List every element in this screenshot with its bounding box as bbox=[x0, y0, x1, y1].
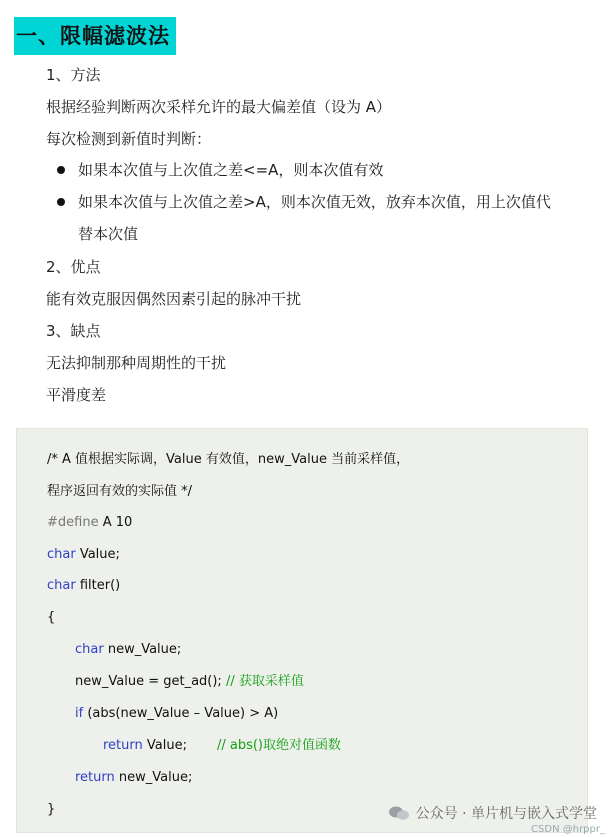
code-value-decl bbox=[47, 546, 120, 564]
assign-comment: // 获取采样值 bbox=[221, 674, 304, 689]
method-text-2: 每次检测到新值时判断： bbox=[46, 130, 212, 148]
wechat-icon bbox=[388, 805, 410, 821]
assign-body: new_Value = get_ad(); bbox=[75, 674, 222, 689]
code-open-brace: { bbox=[47, 610, 56, 625]
code-assign-line bbox=[75, 673, 304, 691]
value-decl-body: Value; bbox=[75, 547, 120, 562]
cons-text-1: 无法抑制那种周期性的干扰 bbox=[46, 354, 227, 372]
new-value-decl-body: new_Value; bbox=[103, 642, 182, 657]
return-value-body: Value; bbox=[142, 738, 187, 753]
bullet-dot bbox=[57, 166, 65, 174]
return-keyword: return bbox=[75, 770, 115, 785]
if-condition: (abs(new_Value – Value) > A) bbox=[83, 706, 279, 721]
code-return-value-line bbox=[103, 737, 341, 755]
return-keyword: return bbox=[103, 738, 143, 753]
code-block bbox=[16, 428, 588, 833]
filter-decl-body: filter() bbox=[75, 578, 121, 593]
method-heading: 1、方法 bbox=[46, 66, 101, 84]
code-return-new-line bbox=[75, 769, 192, 787]
page-title: 一、限幅滤波法 bbox=[14, 17, 176, 55]
watermark-text: 公众号 · 单片机与嵌入式学堂 bbox=[415, 806, 597, 822]
csdn-watermark: CSDN @hrppr_ bbox=[531, 824, 605, 835]
return-comment: // abs()取绝对值函数 bbox=[216, 738, 341, 753]
preprocessor-keyword: #define bbox=[47, 515, 99, 530]
code-if-line bbox=[75, 705, 278, 723]
code-comment-2: 程序返回有效的实际值 */ bbox=[47, 484, 193, 499]
code-new-value-decl bbox=[75, 641, 181, 659]
method-text-1: 根据经验判断两次采样允许的最大偏差值（设为 A） bbox=[46, 98, 392, 116]
define-body: A 10 bbox=[98, 515, 133, 530]
code-close-brace: } bbox=[47, 802, 56, 817]
code-comment-1: /* A 值根据实际调，Value 有效值，new_Value 当前采样值， bbox=[47, 452, 410, 467]
watermark bbox=[388, 803, 597, 823]
cons-text-2: 平滑度差 bbox=[46, 386, 107, 404]
code-filter-decl bbox=[47, 577, 120, 595]
code-define-line bbox=[47, 514, 132, 532]
char-keyword: char bbox=[47, 578, 76, 593]
bullet-dot bbox=[57, 198, 65, 206]
cons-heading: 3、缺点 bbox=[46, 322, 101, 340]
bullet-item-2-continued: 替本次值 bbox=[78, 225, 139, 243]
pros-text: 能有效克服因偶然因素引起的脉冲干扰 bbox=[46, 290, 302, 308]
pros-heading: 2、优点 bbox=[46, 258, 101, 276]
bullet-item-1: 如果本次值与上次值之差<=A，则本次值有效 bbox=[78, 161, 384, 179]
char-keyword: char bbox=[47, 547, 76, 562]
char-keyword: char bbox=[75, 642, 104, 657]
return-new-body: new_Value; bbox=[114, 770, 193, 785]
if-keyword: if bbox=[75, 706, 84, 721]
bullet-item-2: 如果本次值与上次值之差>A，则本次值无效，放弃本次值，用上次值代 bbox=[78, 193, 551, 211]
